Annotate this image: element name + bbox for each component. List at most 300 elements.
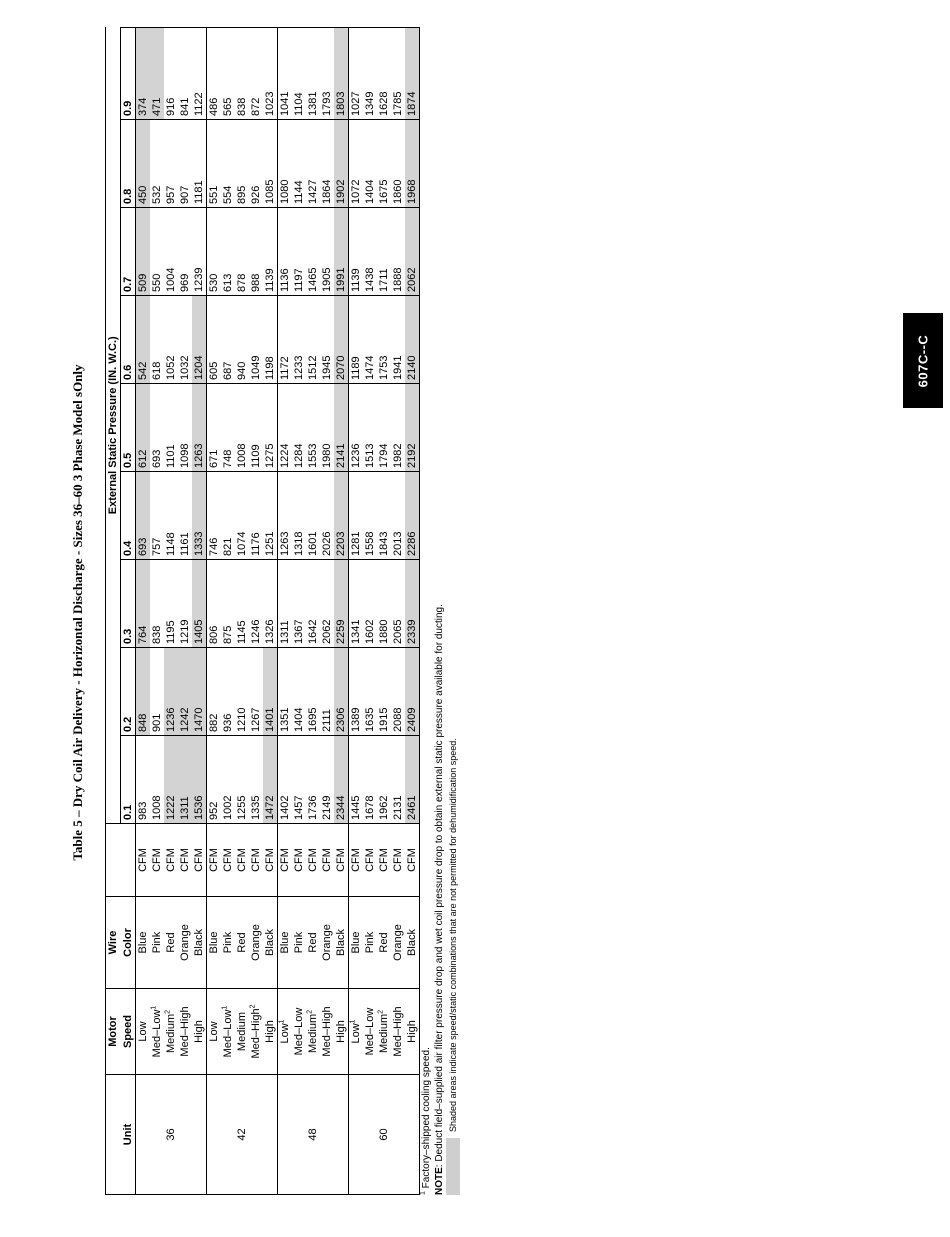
cfm-value-cell: 1189 <box>349 296 364 384</box>
footnote-marker: 2 <box>377 1009 385 1014</box>
cfm-value-cell: 450 <box>136 120 151 208</box>
table-row <box>278 27 293 1194</box>
motor-speed-cell <box>207 989 222 1075</box>
cfm-value-cell: 1318 <box>292 472 306 560</box>
cfm-value-cell: 1002 <box>221 736 235 824</box>
unit-cell: 42 <box>207 1075 278 1195</box>
cfm-value-cell: 1236 <box>349 384 364 472</box>
cfm-value-cell: 1284 <box>292 384 306 472</box>
cfm-value-cell: 605 <box>207 296 222 384</box>
measure-cell: CFM <box>405 824 420 897</box>
motor-speed-cell <box>334 989 349 1075</box>
cfm-value-cell: 1275 <box>263 384 278 472</box>
cfm-value-cell: 1753 <box>377 296 391 384</box>
cfm-value-cell: 374 <box>136 27 151 119</box>
cfm-value-cell: 907 <box>178 120 192 208</box>
shade-legend <box>446 30 460 1195</box>
motor-speed-cell <box>320 989 334 1075</box>
cfm-value-cell: 1980 <box>320 384 334 472</box>
cfm-value-cell: 1915 <box>377 648 391 736</box>
wire-color-cell: Black <box>192 897 207 989</box>
wire-color-cell: Orange <box>249 897 263 989</box>
cfm-value-cell: 1472 <box>263 736 278 824</box>
measure-cell: CFM <box>349 824 364 897</box>
cfm-value-cell: 1104 <box>292 27 306 119</box>
rotated-page-content <box>68 30 488 1195</box>
motor-speed-label: Medium <box>307 1013 319 1054</box>
header-pressure: 0.6 <box>121 296 136 384</box>
cfm-value-cell: 1465 <box>306 208 320 296</box>
cfm-value-cell: 1145 <box>235 560 249 648</box>
cfm-value-cell: 550 <box>150 208 164 296</box>
table-header <box>106 27 136 1194</box>
table-row <box>207 27 222 1194</box>
cfm-value-cell: 1333 <box>192 472 207 560</box>
table-row <box>334 27 349 1194</box>
header-pressure: 0.7 <box>121 208 136 296</box>
cfm-value-cell: 2065 <box>391 560 405 648</box>
motor-speed-cell <box>221 989 235 1075</box>
cfm-value-cell: 1176 <box>249 472 263 560</box>
cfm-value-cell: 1888 <box>391 208 405 296</box>
motor-speed-label: Low <box>208 1021 220 1042</box>
cfm-value-cell: 532 <box>150 120 164 208</box>
measure-cell: CFM <box>207 824 222 897</box>
air-delivery-table <box>105 27 420 1195</box>
measure-cell: CFM <box>334 824 349 897</box>
cfm-value-cell: 1512 <box>306 296 320 384</box>
footnote-marker: 2 <box>164 1009 172 1014</box>
cfm-value-cell: 1874 <box>405 27 420 119</box>
motor-speed-label: Med–High <box>321 1006 333 1057</box>
cfm-value-cell: 1736 <box>306 736 320 824</box>
cfm-value-cell: 1161 <box>178 472 192 560</box>
cfm-value-cell: 486 <box>207 27 222 119</box>
cfm-value-cell: 1072 <box>349 120 364 208</box>
cfm-value-cell: 1197 <box>292 208 306 296</box>
cfm-value-cell: 841 <box>178 27 192 119</box>
cfm-value-cell: 1695 <box>306 648 320 736</box>
cfm-value-cell: 1224 <box>278 384 293 472</box>
section-side-tab <box>903 313 943 408</box>
cfm-value-cell: 2013 <box>391 472 405 560</box>
motor-speed-label: Low <box>279 1023 291 1044</box>
footnote-marker: 1 <box>349 1019 357 1024</box>
cfm-value-cell: 1628 <box>377 27 391 119</box>
cfm-value-cell: 1251 <box>263 472 278 560</box>
note-text: : Deduct field–supplied air filter pressure drop and wet coil pressure drop to obtain external static pressure available for ducting. <box>434 604 445 1168</box>
motor-speed-cell <box>377 989 391 1075</box>
footnote-factory <box>420 30 433 1195</box>
cfm-value-cell: 1023 <box>263 27 278 119</box>
table-row <box>391 27 405 1194</box>
table-row <box>150 27 164 1194</box>
motor-speed-label: High <box>264 1020 276 1043</box>
cfm-value-cell: 1085 <box>263 120 278 208</box>
cfm-value-cell: 1404 <box>363 120 377 208</box>
cfm-value-cell: 1457 <box>292 736 306 824</box>
cfm-value-cell: 806 <box>207 560 222 648</box>
cfm-value-cell: 1335 <box>249 736 263 824</box>
table-row <box>192 27 207 1194</box>
wire-color-cell: Red <box>377 897 391 989</box>
measure-cell: CFM <box>221 824 235 897</box>
header-pressure: 0.5 <box>121 384 136 472</box>
cfm-value-cell: 1080 <box>278 120 293 208</box>
cfm-value-cell: 1349 <box>363 27 377 119</box>
wire-color-cell: Red <box>164 897 178 989</box>
unit-cell: 36 <box>136 1075 207 1195</box>
side-tab-label: 607C--C <box>915 334 931 387</box>
measure-cell: CFM <box>320 824 334 897</box>
cfm-value-cell: 1880 <box>377 560 391 648</box>
cfm-value-cell: 1675 <box>377 120 391 208</box>
cfm-value-cell: 565 <box>221 27 235 119</box>
wire-color-cell: Orange <box>178 897 192 989</box>
cfm-value-cell: 1438 <box>363 208 377 296</box>
measure-cell: CFM <box>192 824 207 897</box>
cfm-value-cell: 1136 <box>278 208 293 296</box>
motor-speed-cell <box>349 989 364 1075</box>
cfm-value-cell: 969 <box>178 208 192 296</box>
motor-speed-cell <box>363 989 377 1075</box>
cfm-value-cell: 1470 <box>192 648 207 736</box>
cfm-value-cell: 878 <box>235 208 249 296</box>
cfm-value-cell: 1311 <box>278 560 293 648</box>
motor-speed-label: Medium <box>236 1011 248 1052</box>
cfm-value-cell: 2062 <box>405 208 420 296</box>
cfm-value-cell: 1860 <box>391 120 405 208</box>
cfm-value-cell: 1222 <box>164 736 178 824</box>
motor-speed-label: High <box>335 1020 347 1043</box>
cfm-value-cell: 764 <box>136 560 151 648</box>
cfm-value-cell: 1843 <box>377 472 391 560</box>
wire-color-cell: Orange <box>320 897 334 989</box>
cfm-value-cell: 875 <box>221 560 235 648</box>
cfm-value-cell: 1405 <box>192 560 207 648</box>
shade-legend-text: Shaded areas indicate speed/static combinations that are not permitted for dehumidification speed. <box>447 738 458 1132</box>
cfm-value-cell: 2140 <box>405 296 420 384</box>
measure-cell: CFM <box>164 824 178 897</box>
cfm-value-cell: 2111 <box>320 648 334 736</box>
footnote-marker: 2 <box>306 1009 314 1014</box>
cfm-value-cell: 1041 <box>278 27 293 119</box>
cfm-value-cell: 1341 <box>349 560 364 648</box>
cfm-value-cell: 1198 <box>263 296 278 384</box>
cfm-value-cell: 916 <box>164 27 178 119</box>
measure-cell: CFM <box>136 824 151 897</box>
cfm-value-cell: 1204 <box>192 296 207 384</box>
motor-speed-label: Med–High <box>392 1006 404 1057</box>
wire-color-cell: Blue <box>207 897 222 989</box>
cfm-value-cell: 1642 <box>306 560 320 648</box>
cfm-value-cell: 471 <box>150 27 164 119</box>
cfm-value-cell: 612 <box>136 384 151 472</box>
cfm-value-cell: 1008 <box>150 736 164 824</box>
cfm-value-cell: 838 <box>150 560 164 648</box>
cfm-value-cell: 882 <box>207 648 222 736</box>
cfm-value-cell: 1427 <box>306 120 320 208</box>
table-row <box>320 27 334 1194</box>
wire-color-cell: Black <box>334 897 349 989</box>
cfm-value-cell: 2409 <box>405 648 420 736</box>
table-row <box>221 27 235 1194</box>
cfm-value-cell: 1401 <box>263 648 278 736</box>
cfm-value-cell: 1267 <box>249 648 263 736</box>
cfm-value-cell: 1122 <box>192 27 207 119</box>
measure-cell: CFM <box>178 824 192 897</box>
cfm-value-cell: 1367 <box>292 560 306 648</box>
cfm-value-cell: 2070 <box>334 296 349 384</box>
wire-color-cell: Pink <box>363 897 377 989</box>
cfm-value-cell: 1148 <box>164 472 178 560</box>
motor-speed-cell <box>136 989 151 1075</box>
footnote-marker: 1 <box>221 1005 229 1010</box>
cfm-value-cell: 1008 <box>235 384 249 472</box>
motor-speed-label: Med–Low <box>293 1007 305 1056</box>
cfm-value-cell: 1219 <box>178 560 192 648</box>
measure-cell: CFM <box>306 824 320 897</box>
cfm-value-cell: 1027 <box>349 27 364 119</box>
motor-speed-cell <box>292 989 306 1075</box>
motor-speed-cell <box>235 989 249 1075</box>
cfm-value-cell: 926 <box>249 120 263 208</box>
wire-color-cell: Pink <box>150 897 164 989</box>
unit-cell: 48 <box>278 1075 349 1195</box>
cfm-value-cell: 1962 <box>377 736 391 824</box>
footnote-marker: 2 <box>249 1004 257 1009</box>
cfm-value-cell: 1236 <box>164 648 178 736</box>
cfm-value-cell: 988 <box>249 208 263 296</box>
cfm-value-cell: 1553 <box>306 384 320 472</box>
cfm-value-cell: 1311 <box>178 736 192 824</box>
cfm-value-cell: 1389 <box>349 648 364 736</box>
header-pressure: 0.4 <box>121 472 136 560</box>
cfm-value-cell: 1793 <box>320 27 334 119</box>
cfm-value-cell: 1101 <box>164 384 178 472</box>
cfm-value-cell: 1074 <box>235 472 249 560</box>
motor-speed-label: High <box>406 1020 418 1043</box>
cfm-value-cell: 746 <box>207 472 222 560</box>
cfm-value-cell: 895 <box>235 120 249 208</box>
cfm-value-cell: 1381 <box>306 27 320 119</box>
motor-speed-label: Med–Low <box>364 1007 376 1056</box>
cfm-value-cell: 1445 <box>349 736 364 824</box>
cfm-value-cell: 2131 <box>391 736 405 824</box>
cfm-value-cell: 1945 <box>320 296 334 384</box>
cfm-value-cell: 671 <box>207 384 222 472</box>
cfm-value-cell: 1263 <box>192 384 207 472</box>
cfm-value-cell: 1172 <box>278 296 293 384</box>
table-title: Table 5 – Dry Coil Air Delivery - Horizontal Discharge - Sizes 36–60 3 Phase Model sOnly <box>70 364 85 861</box>
table-row <box>164 27 178 1194</box>
table-body <box>136 27 420 1194</box>
cfm-value-cell: 693 <box>136 472 151 560</box>
measure-cell: CFM <box>363 824 377 897</box>
cfm-value-cell: 1601 <box>306 472 320 560</box>
cfm-value-cell: 554 <box>221 120 235 208</box>
header-wire-1: Wire <box>106 897 121 989</box>
cfm-value-cell: 838 <box>235 27 249 119</box>
wire-color-cell: Orange <box>391 897 405 989</box>
cfm-value-cell: 1404 <box>292 648 306 736</box>
cfm-value-cell: 1968 <box>405 120 420 208</box>
wire-color-cell: Blue <box>349 897 364 989</box>
cfm-value-cell: 618 <box>150 296 164 384</box>
cfm-value-cell: 509 <box>136 208 151 296</box>
cfm-value-cell: 687 <box>221 296 235 384</box>
cfm-value-cell: 1049 <box>249 296 263 384</box>
motor-speed-cell <box>164 989 178 1075</box>
cfm-value-cell: 2088 <box>391 648 405 736</box>
cfm-value-cell: 2062 <box>320 560 334 648</box>
footnote-text: Factory–shipped cooling speed. <box>421 1047 432 1189</box>
unit-cell: 60 <box>349 1075 420 1195</box>
cfm-value-cell: 1351 <box>278 648 293 736</box>
cfm-value-cell: 1255 <box>235 736 249 824</box>
cfm-value-cell: 1941 <box>391 296 405 384</box>
header-motor-1: Motor <box>106 989 121 1075</box>
table-row <box>405 27 420 1194</box>
cfm-value-cell: 1004 <box>164 208 178 296</box>
motor-speed-cell <box>178 989 192 1075</box>
cfm-value-cell: 1864 <box>320 120 334 208</box>
cfm-value-cell: 872 <box>249 27 263 119</box>
wire-color-cell: Blue <box>136 897 151 989</box>
header-motor-2: Speed <box>121 989 136 1075</box>
table-row <box>377 27 391 1194</box>
cfm-value-cell: 2141 <box>334 384 349 472</box>
cfm-value-cell: 936 <box>221 648 235 736</box>
motor-speed-label: High <box>193 1020 205 1043</box>
cfm-value-cell: 551 <box>207 120 222 208</box>
cfm-value-cell: 542 <box>136 296 151 384</box>
table-row <box>292 27 306 1194</box>
cfm-value-cell: 1602 <box>363 560 377 648</box>
cfm-value-cell: 983 <box>136 736 151 824</box>
header-pressure: 0.9 <box>121 27 136 119</box>
cfm-value-cell: 1991 <box>334 208 349 296</box>
cfm-value-cell: 1210 <box>235 648 249 736</box>
footnote-marker: 1 <box>278 1019 286 1024</box>
measure-cell: CFM <box>150 824 164 897</box>
table-row <box>235 27 249 1194</box>
cfm-value-cell: 957 <box>164 120 178 208</box>
footnote-note <box>433 30 446 1195</box>
cfm-value-cell: 1181 <box>192 120 207 208</box>
cfm-value-cell: 1144 <box>292 120 306 208</box>
cfm-value-cell: 1098 <box>178 384 192 472</box>
motor-speed-label: Med–Low <box>222 1009 234 1058</box>
cfm-value-cell: 952 <box>207 736 222 824</box>
cfm-value-cell: 2203 <box>334 472 349 560</box>
cfm-value-cell: 1474 <box>363 296 377 384</box>
table-row <box>249 27 263 1194</box>
cfm-value-cell: 1794 <box>377 384 391 472</box>
wire-color-cell: Black <box>405 897 420 989</box>
note-label: NOTE <box>434 1167 445 1195</box>
shade-swatch <box>446 1138 460 1195</box>
motor-speed-label: Low <box>350 1023 362 1044</box>
cfm-value-cell: 530 <box>207 208 222 296</box>
cfm-value-cell: 940 <box>235 296 249 384</box>
cfm-value-cell: 1902 <box>334 120 349 208</box>
cfm-value-cell: 1263 <box>278 472 293 560</box>
motor-speed-cell <box>405 989 420 1075</box>
motor-speed-cell <box>391 989 405 1075</box>
cfm-value-cell: 821 <box>221 472 235 560</box>
header-pressure: 0.1 <box>121 736 136 824</box>
cfm-value-cell: 1032 <box>178 296 192 384</box>
measure-cell: CFM <box>391 824 405 897</box>
cfm-value-cell: 2306 <box>334 648 349 736</box>
cfm-value-cell: 1233 <box>292 296 306 384</box>
footnotes <box>420 30 460 1195</box>
table-row <box>263 27 278 1194</box>
cfm-value-cell: 2259 <box>334 560 349 648</box>
motor-speed-label: Medium <box>165 1013 177 1054</box>
cfm-value-cell: 1239 <box>192 208 207 296</box>
header-pressure: 0.2 <box>121 648 136 736</box>
table-row <box>363 27 377 1194</box>
cfm-value-cell: 748 <box>221 384 235 472</box>
motor-speed-cell <box>306 989 320 1075</box>
cfm-value-cell: 1785 <box>391 27 405 119</box>
wire-color-cell: Black <box>263 897 278 989</box>
table-row <box>136 27 151 1194</box>
header-unit: Unit <box>121 1075 136 1195</box>
cfm-value-cell: 1242 <box>178 648 192 736</box>
cfm-value-cell: 1326 <box>263 560 278 648</box>
motor-speed-cell <box>192 989 207 1075</box>
cfm-value-cell: 1052 <box>164 296 178 384</box>
motor-speed-label: Med–High <box>179 1006 191 1057</box>
footnote-marker: 1 <box>419 1191 427 1195</box>
motor-speed-cell <box>278 989 293 1075</box>
motor-speed-cell <box>263 989 278 1075</box>
cfm-value-cell: 1402 <box>278 736 293 824</box>
cfm-value-cell: 1803 <box>334 27 349 119</box>
motor-speed-label: Medium <box>378 1013 390 1054</box>
cfm-value-cell: 2344 <box>334 736 349 824</box>
cfm-value-cell: 757 <box>150 472 164 560</box>
cfm-value-cell: 2339 <box>405 560 420 648</box>
cfm-value-cell: 2461 <box>405 736 420 824</box>
measure-cell: CFM <box>292 824 306 897</box>
cfm-value-cell: 1195 <box>164 560 178 648</box>
cfm-value-cell: 1139 <box>263 208 278 296</box>
wire-color-cell: Pink <box>221 897 235 989</box>
cfm-value-cell: 1905 <box>320 208 334 296</box>
cfm-value-cell: 1281 <box>349 472 364 560</box>
cfm-value-cell: 2192 <box>405 384 420 472</box>
measure-cell: CFM <box>263 824 278 897</box>
wire-color-cell: Red <box>306 897 320 989</box>
cfm-value-cell: 1635 <box>363 648 377 736</box>
cfm-value-cell: 1109 <box>249 384 263 472</box>
cfm-value-cell: 1513 <box>363 384 377 472</box>
cfm-value-cell: 693 <box>150 384 164 472</box>
table-row <box>349 27 364 1194</box>
motor-speed-cell <box>150 989 164 1075</box>
cfm-value-cell: 1246 <box>249 560 263 648</box>
header-pressure: 0.8 <box>121 120 136 208</box>
header-pressure-group: External Static Pressure (IN. W.C.) <box>106 27 121 823</box>
measure-cell: CFM <box>278 824 293 897</box>
cfm-value-cell: 613 <box>221 208 235 296</box>
wire-color-cell: Blue <box>278 897 293 989</box>
cfm-value-cell: 2149 <box>320 736 334 824</box>
